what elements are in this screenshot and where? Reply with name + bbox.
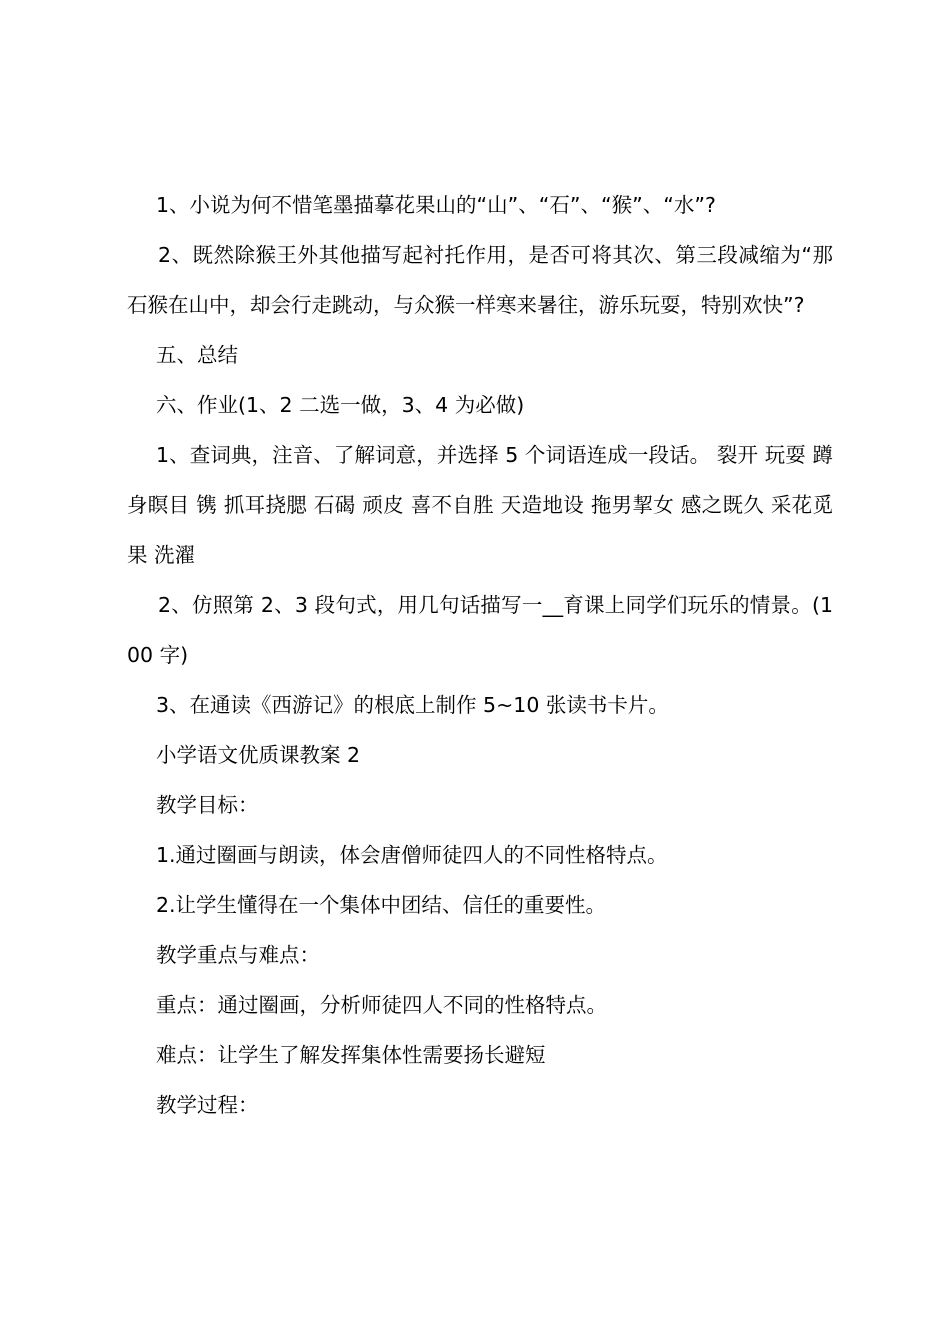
key-points-heading: 教学重点与难点： bbox=[156, 943, 320, 967]
section-homework-heading: 六、作业(1、2 二选一做，3、4 为必做) bbox=[156, 393, 525, 417]
homework-item-1: 1、查词典，注音、了解词意，并选择 5 个词语连成一段话。 裂开 玩耍 蹲身瞑目 镌 抓耳挠腮 石碣 顽皮 喜不自胜 天造地设 拖男挈女 感之既久 采花觅果 洗濯 bbox=[127, 443, 833, 567]
lesson-plan-title: 小学语文优质课教案 2 bbox=[156, 743, 361, 767]
homework-item-2: 2、仿照第 2、3 段句式，用几句话描写一__育课上同学们玩乐的情景。(100 字) bbox=[127, 593, 833, 667]
teaching-goal-1: 1.通过圈画与朗读，体会唐僧师徒四人的不同性格特点。 bbox=[156, 843, 668, 867]
question-1: 1、小说为何不惜笔墨描摹花果山的“山”、“石”、“猴”、“水”? bbox=[156, 193, 716, 217]
document-page bbox=[127, 180, 833, 1130]
section-summary-heading: 五、总结 bbox=[156, 343, 238, 367]
teaching-goal-2: 2.让学生懂得在一个集体中团结、信任的重要性。 bbox=[156, 893, 607, 917]
teaching-goals-heading: 教学目标： bbox=[156, 793, 259, 817]
teaching-process-heading: 教学过程： bbox=[156, 1093, 259, 1117]
difficult-point: 难点：让学生了解发挥集体性需要扬长避短 bbox=[156, 1043, 546, 1067]
homework-item-3: 3、在通读《西游记》的根底上制作 5~10 张读书卡片。 bbox=[156, 693, 669, 717]
key-point: 重点：通过圈画，分析师徒四人不同的性格特点。 bbox=[156, 993, 607, 1017]
question-2: 2、既然除猴王外其他描写起衬托作用，是否可将其次、第三段减缩为“那石猴在山中，却会行走跳动，与众猴一样寒来暑往，游乐玩耍，特别欢快”? bbox=[127, 243, 833, 317]
